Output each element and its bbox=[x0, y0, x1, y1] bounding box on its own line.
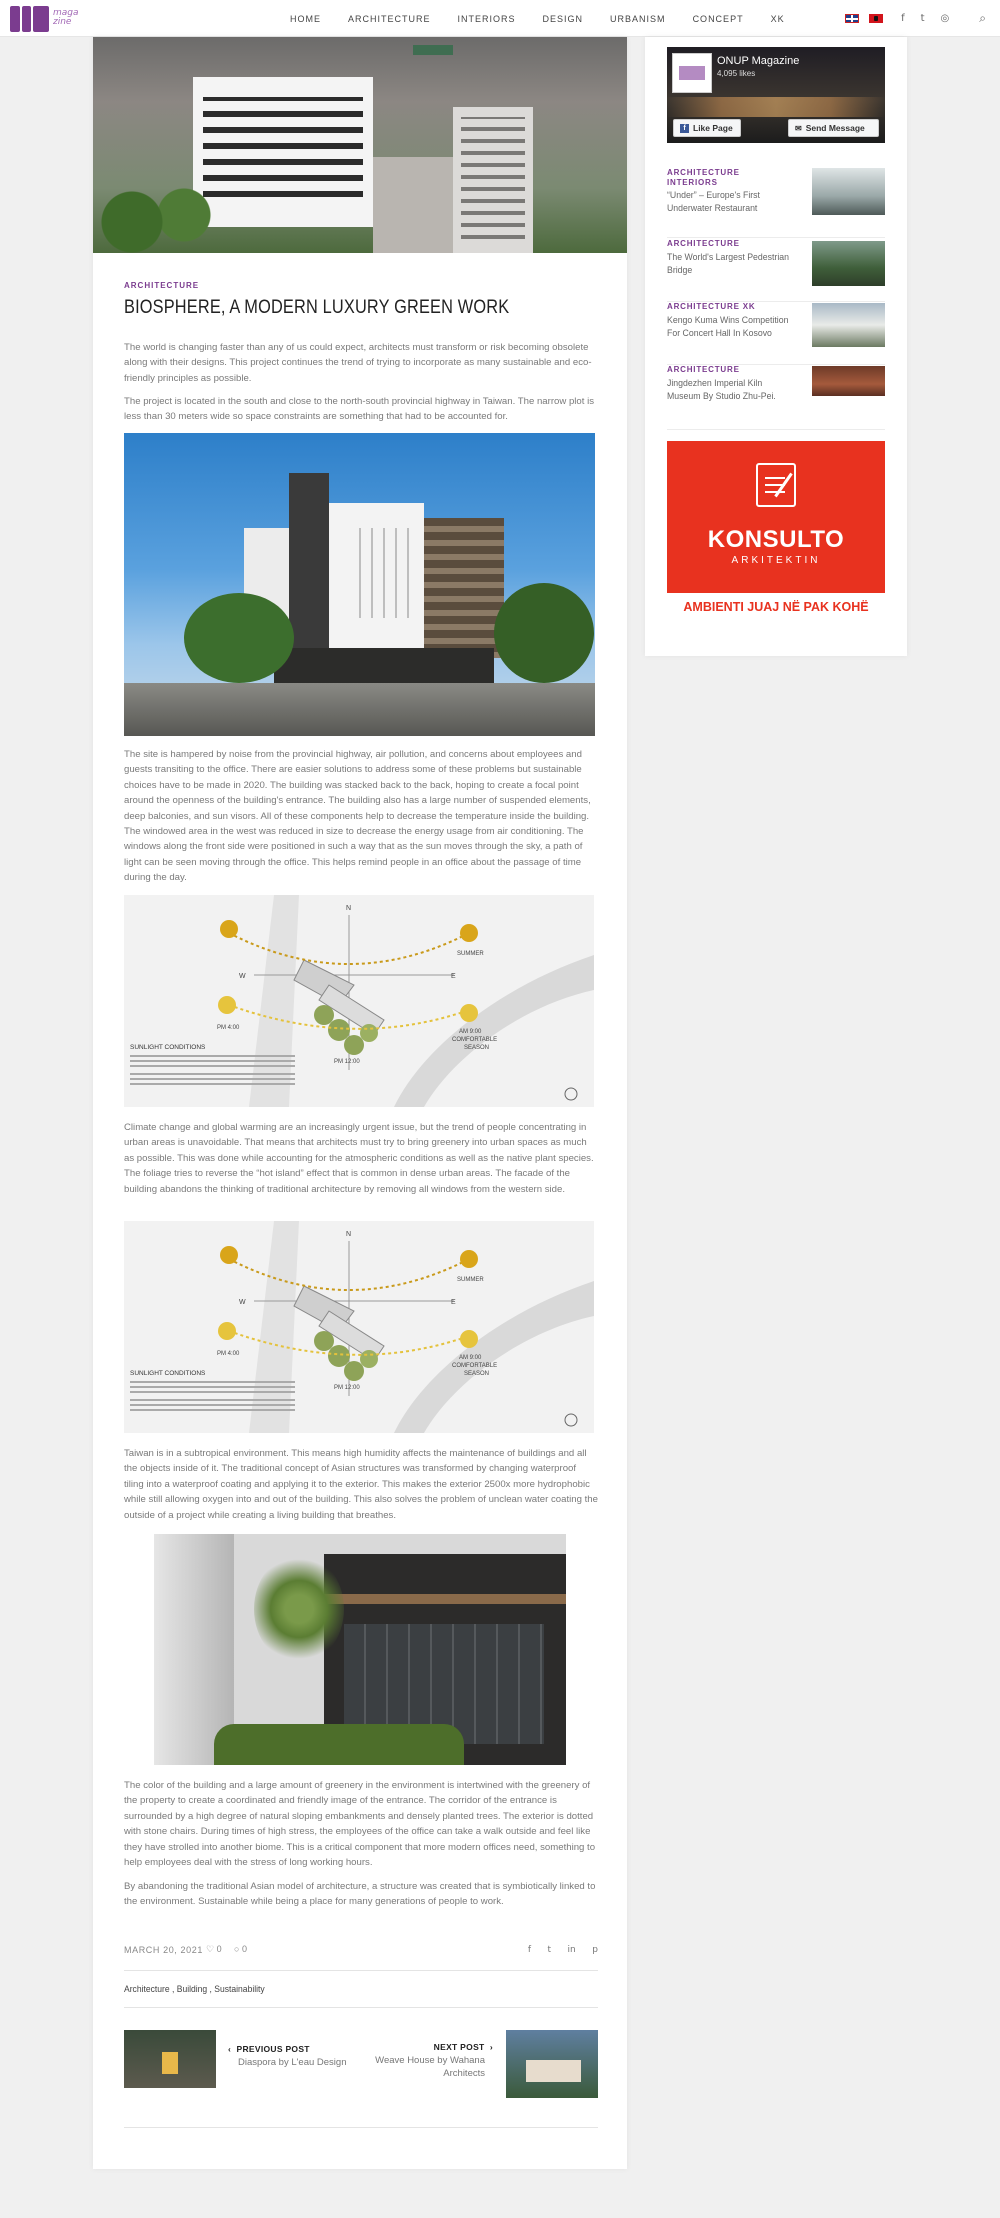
article-category[interactable]: ARCHITECTURE bbox=[124, 281, 200, 290]
article-title: BIOSPHERE, A MODERN LUXURY GREEN WORK bbox=[124, 297, 510, 318]
twitter-icon[interactable]: t bbox=[920, 13, 925, 24]
likes-value: 0 bbox=[216, 1944, 222, 1954]
share-linkedin-icon[interactable]: in bbox=[567, 1945, 576, 1955]
related-post[interactable] bbox=[667, 365, 885, 430]
related-post-thumbnail[interactable] bbox=[812, 168, 885, 215]
messenger-icon: ✉ bbox=[795, 123, 802, 133]
pm1200-label: PM 12:00 bbox=[334, 1059, 360, 1065]
related-post-thumbnail[interactable] bbox=[812, 303, 885, 347]
uk-flag-icon[interactable] bbox=[845, 14, 859, 23]
send-message-button[interactable] bbox=[788, 119, 879, 137]
post-navigation bbox=[124, 2030, 598, 2094]
share-icons bbox=[514, 1944, 598, 1955]
nav-concept[interactable]: CONCEPT bbox=[692, 13, 744, 24]
season-label: SEASON bbox=[464, 1371, 490, 1377]
comments-value: 0 bbox=[241, 1944, 247, 1954]
page-avatar bbox=[672, 53, 712, 93]
west-label: W bbox=[239, 973, 246, 980]
header-icons bbox=[845, 0, 1000, 37]
instagram-icon[interactable]: ◎ bbox=[940, 13, 950, 24]
search-icon[interactable]: ⌕ bbox=[979, 11, 986, 25]
fb-likes-count: 4,095 likes bbox=[717, 69, 756, 78]
facebook-page-widget[interactable] bbox=[667, 47, 885, 143]
related-post-category[interactable]: ARCHITECTURE bbox=[667, 239, 740, 248]
previous-post-title[interactable]: Diaspora by L'eau Design bbox=[238, 2057, 347, 2068]
east-label: E bbox=[451, 1299, 456, 1306]
summer-label: SUMMER bbox=[457, 951, 484, 957]
related-post-thumbnail[interactable] bbox=[812, 366, 885, 396]
related-post-title[interactable]: The World's Largest Pedestrian Bridge bbox=[667, 252, 789, 276]
nav-interiors[interactable]: INTERIORS bbox=[457, 13, 516, 24]
paragraph-6: The color of the building and a large amount of greenery in the environment is intertwined with the greenery of the property to create a coordinated and friendly image of the entrance. The corridor of the entrance is surrounded by a high degree of natural sloping embankments and densely planted trees. The exterior is dotted with stone chairs. During times of high stress, the employees of the office can take a walk outside and feel like they have strolled into another biome. This is a critical component that more modern offices need, something to help employees deal with the stress of long working hours. bbox=[124, 1780, 596, 1869]
notepad-pen-icon bbox=[756, 463, 796, 507]
like-page-button[interactable] bbox=[673, 119, 741, 137]
divider bbox=[124, 2007, 598, 2008]
share-facebook-icon[interactable]: f bbox=[527, 1945, 531, 1955]
related-post[interactable] bbox=[667, 302, 885, 365]
share-pinterest-icon[interactable]: p bbox=[592, 1945, 598, 1955]
next-post-label[interactable] bbox=[434, 2042, 493, 2052]
nav-architecture[interactable]: ARCHITECTURE bbox=[348, 13, 431, 24]
comfortable-label: COMFORTABLE bbox=[452, 1363, 498, 1369]
paragraph-1: The world is changing faster than any of us could expect, architects must transform or risk becoming obsolete along with their designs. This project continues the trend of trying to incorporate as many sustainable and eco-friendly principles as possible. bbox=[124, 342, 592, 384]
am900-label: AM 9:00 bbox=[459, 1355, 482, 1361]
related-post[interactable] bbox=[667, 239, 885, 302]
related-post[interactable] bbox=[667, 168, 885, 238]
chevron-left-icon: ‹ bbox=[228, 2044, 232, 2054]
building-photo bbox=[124, 433, 595, 736]
west-label: W bbox=[239, 1299, 246, 1306]
next-post-thumbnail[interactable] bbox=[506, 2030, 598, 2098]
top-navigation-bar bbox=[0, 0, 1000, 37]
paragraph-5: Taiwan is in a subtropical environment. This means high humidity affects the maintenance of buildings and all the objects inside of it. The traditional concept of Asian structures was transformed by changing waterproof tiling into a waterproof coating and applying it to the exterior. This makes the exterior 2500x more hydrophobic while still allowing oxygen into and out of the building. This also solves the problem of unclean water coating the outside of a project while creating a living building that breathes. bbox=[124, 1448, 598, 1521]
share-twitter-icon[interactable]: t bbox=[547, 1945, 552, 1955]
chevron-right-icon: › bbox=[489, 2042, 493, 2052]
sunlight-diagram-2 bbox=[124, 1221, 594, 1433]
nav-urbanism[interactable]: URBANISM bbox=[610, 13, 666, 24]
post-tags[interactable]: Architecture , Building , Sustainability bbox=[124, 1984, 265, 1995]
logo-wordmark: maga zine bbox=[53, 8, 79, 27]
pm400-label: PM 4:00 bbox=[217, 1351, 240, 1357]
heart-icon: ♡ bbox=[206, 1944, 215, 1954]
previous-post-thumbnail[interactable] bbox=[124, 2030, 216, 2088]
courtyard-photo bbox=[154, 1534, 566, 1765]
like-page-label: Like Page bbox=[693, 123, 733, 133]
paragraph-4: Climate change and global warming are an increasingly urgent issue, but the trend of people concentrating in urban areas is unavoidable. That means that architects must try to bring greenery into urban spaces as much as possible. This was done while accounting for the atmospheric conditions as well as the native plant species. The foliage tries to reverse the “hot island” effect that is common in dense urban areas. The facade of the building abandons the thinking of traditional architecture by removing all windows from the western side. bbox=[124, 1122, 594, 1195]
paragraph-2: The project is located in the south and close to the north-south provincial highway in Taiwan. The narrow plot is less than 30 meters wide so space constraints are something that had to be accounted for. bbox=[124, 396, 595, 423]
nav-home[interactable]: HOME bbox=[290, 13, 321, 24]
konsulto-ad-banner[interactable] bbox=[667, 441, 885, 593]
sunlight-conditions-heading: SUNLIGHT CONDITIONS bbox=[130, 1370, 206, 1377]
comments-count[interactable] bbox=[234, 1944, 247, 1954]
related-post-thumbnail[interactable] bbox=[812, 241, 885, 286]
comfortable-label: COMFORTABLE bbox=[452, 1037, 498, 1043]
previous-post-label[interactable] bbox=[228, 2044, 310, 2054]
facebook-icon: f bbox=[680, 124, 689, 133]
fb-page-name[interactable]: ONUP Magazine bbox=[717, 55, 800, 67]
related-post-title[interactable]: “Under” – Europe's First Underwater Restaurant bbox=[667, 190, 760, 214]
article-container bbox=[93, 37, 627, 2169]
season-label: SEASON bbox=[464, 1045, 490, 1051]
related-post-category[interactable]: ARCHITECTURE INTERIORS bbox=[667, 168, 740, 187]
sunlight-conditions-heading: SUNLIGHT CONDITIONS bbox=[130, 1044, 206, 1051]
divider bbox=[124, 1970, 598, 1971]
pm1200-label: PM 12:00 bbox=[334, 1385, 360, 1391]
site-logo[interactable] bbox=[10, 6, 80, 32]
related-post-title[interactable]: Kengo Kuma Wins Competition For Concert Hall In Kosovo bbox=[667, 315, 789, 339]
nav-xk[interactable]: XK bbox=[770, 13, 785, 24]
previous-post-label-text: PREVIOUS POST bbox=[236, 2044, 310, 2054]
related-post-category[interactable]: ARCHITECTURE bbox=[667, 365, 740, 374]
paragraph-3: The site is hampered by noise from the provincial highway, air pollution, and concerns about employees and guests transiting to the office. There are easier solutions to address some of these problems but sustainable choices have to be made in 2020. The building was stacked back to the back, hoping to create a focal point around the openness of the building's entrance. The building also has a large number of suspended elements, deep balconies, and sun visors. All of these components help to decrease the temperature inside the building. The windowed area in the west was reduced in size to decrease the energy usage from air conditioning. The windows along the front side were positioned in such a way that as the sun moves through the sky, a path of light can be seen moving through the office. This helps remind people in an office about the passage of time during the day. bbox=[124, 749, 591, 884]
next-post-title[interactable] bbox=[375, 2055, 485, 2079]
north-label: N bbox=[346, 905, 352, 912]
am900-label: AM 9:00 bbox=[459, 1029, 482, 1035]
likes-count[interactable] bbox=[206, 1944, 222, 1955]
east-label: E bbox=[451, 973, 456, 980]
nav-design[interactable]: DESIGN bbox=[542, 13, 584, 24]
hero-image bbox=[93, 37, 627, 253]
divider bbox=[124, 2127, 598, 2128]
sidebar bbox=[645, 37, 907, 656]
next-post-title-line1: Weave House by Wahana bbox=[375, 2055, 485, 2066]
main-menu bbox=[290, 0, 812, 37]
ad-tagline[interactable]: AMBIENTI JUAJ NË PAK KOHË bbox=[683, 600, 869, 614]
post-date: MARCH 20, 2021 bbox=[124, 1945, 203, 1955]
paragraph-7: By abandoning the traditional Asian model of architecture, a structure was created that is symbiotically linked to the environment. Sustainable while being a place for many generations of people to work. bbox=[124, 1881, 596, 1908]
summer-label: SUMMER bbox=[457, 1277, 484, 1283]
related-post-title[interactable]: Jingdezhen Imperial Kiln Museum By Studio Zhu-Pei. bbox=[667, 378, 776, 402]
sunlight-diagram-1 bbox=[124, 895, 594, 1107]
next-post-label-text: NEXT POST bbox=[433, 2042, 485, 2052]
send-message-label: Send Message bbox=[805, 123, 865, 133]
next-post-title-line2: Architects bbox=[443, 2068, 485, 2079]
ad-subtitle: ARKITEKTIN bbox=[731, 555, 821, 566]
facebook-icon[interactable]: f bbox=[901, 13, 905, 24]
comment-icon: ○ bbox=[234, 1944, 240, 1954]
albania-flag-icon[interactable] bbox=[869, 14, 883, 23]
ad-title: KONSULTO bbox=[707, 526, 845, 553]
related-post-category[interactable]: ARCHITECTURE XK bbox=[667, 302, 756, 311]
post-meta bbox=[124, 1943, 598, 1957]
pm400-label: PM 4:00 bbox=[217, 1025, 240, 1031]
north-label: N bbox=[346, 1231, 352, 1238]
